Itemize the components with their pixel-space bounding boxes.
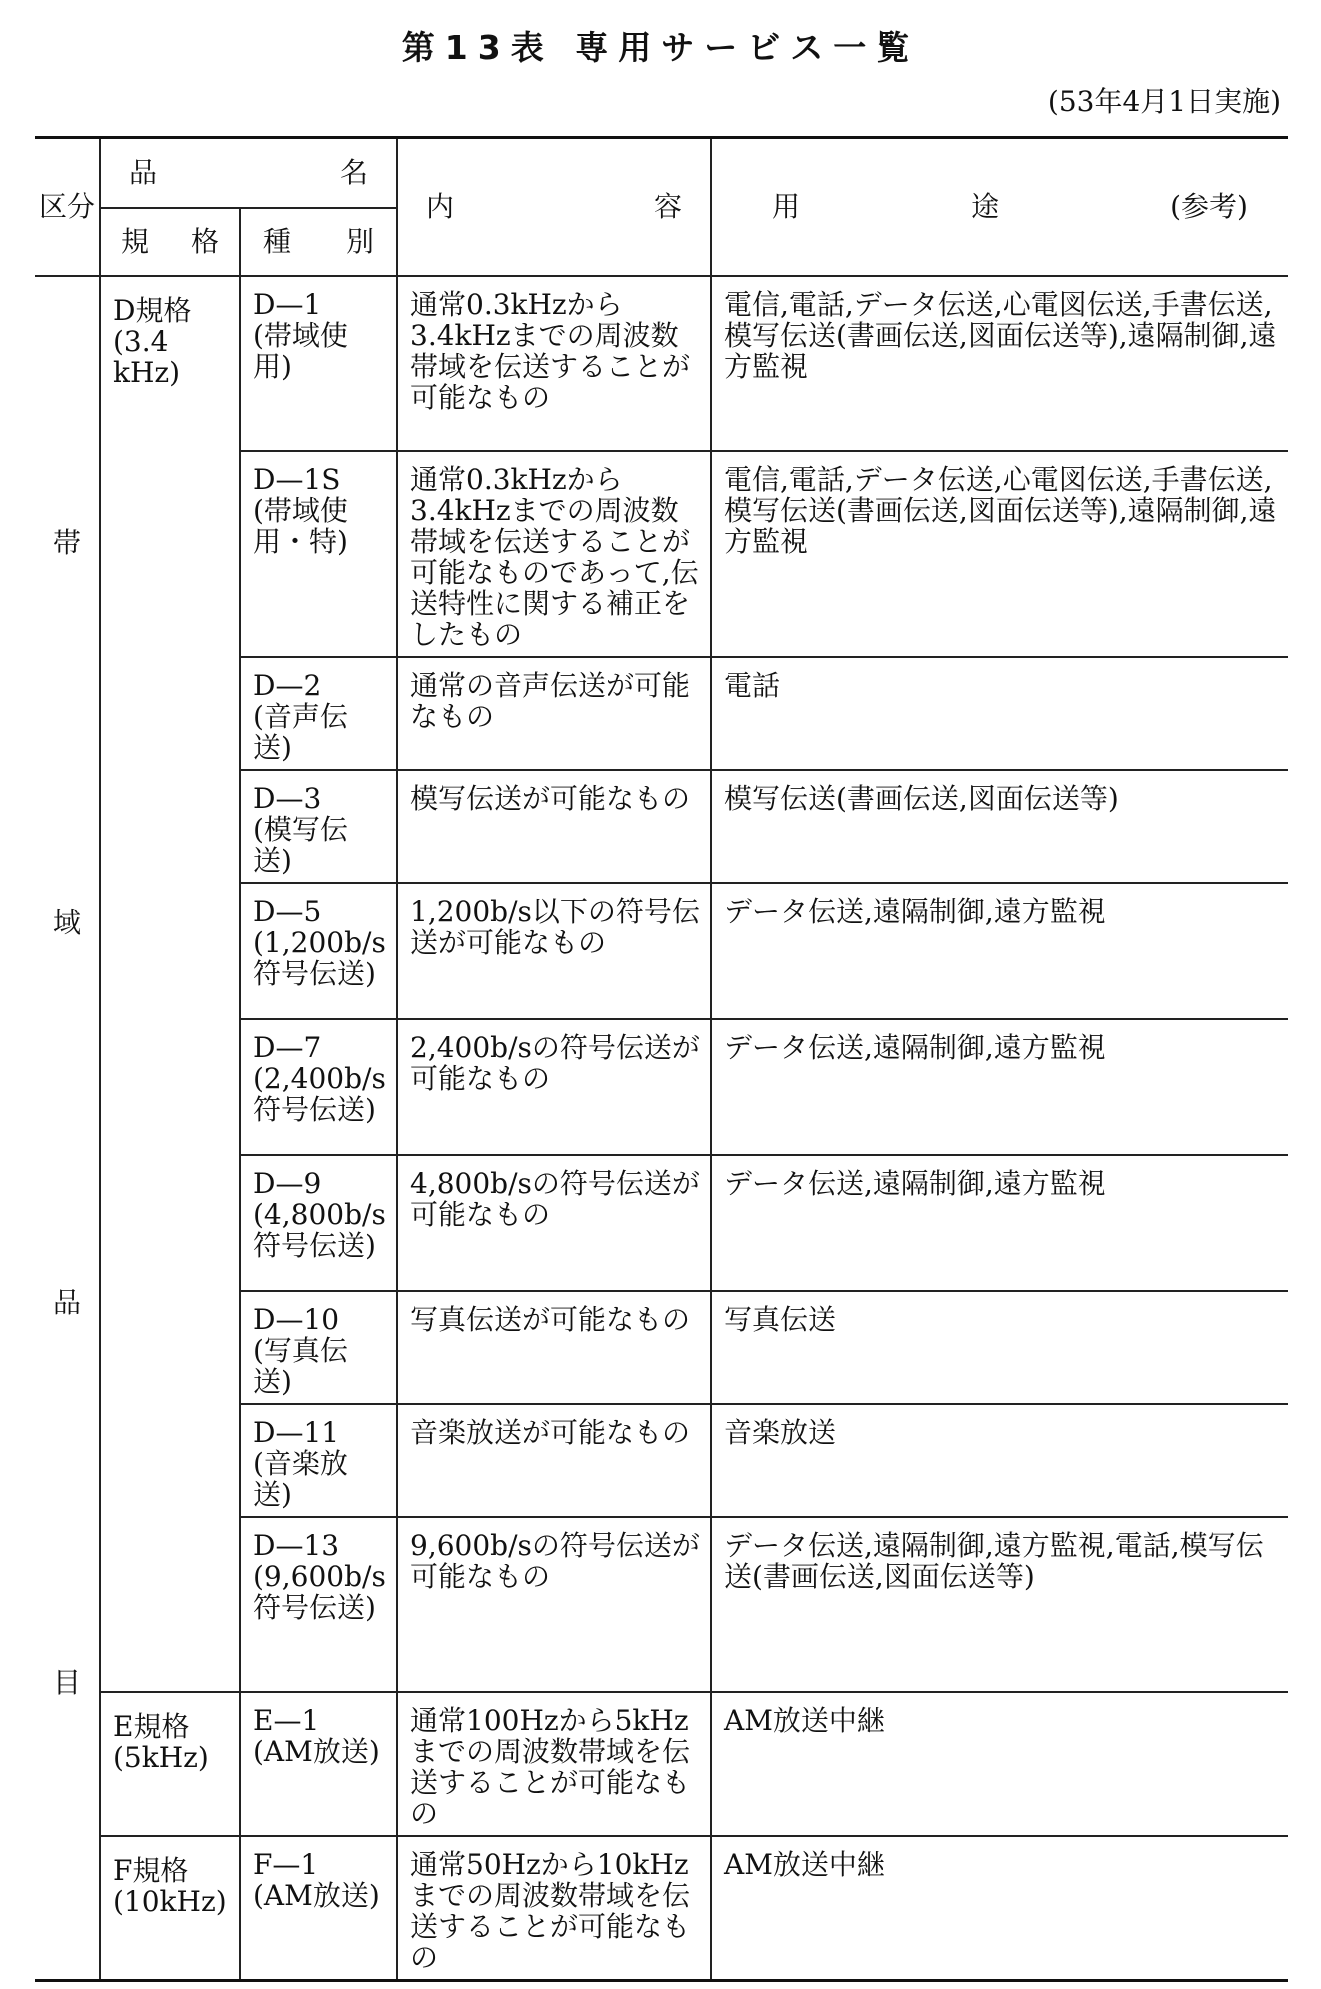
standard-name: F規格 [113, 1853, 189, 1887]
use-cell: データ伝送,遠隔制御,遠方監視 [711, 1019, 1288, 1155]
content-cell: 9,600b/sの符号伝送が可能なもの [397, 1517, 711, 1692]
header-kubun: 区分 [35, 138, 100, 276]
service-code-cell [240, 1404, 397, 1517]
kubun-char: 目 [52, 1665, 81, 1699]
use-cell: データ伝送,遠隔制御,遠方監視 [711, 1155, 1288, 1291]
service-code: E—1 [253, 1703, 320, 1737]
service-type: (帯域使用) [253, 318, 348, 383]
service-code: D—13 [253, 1528, 340, 1562]
standard-f [100, 1836, 240, 1981]
header-yoto: 用 途 (参考) [711, 138, 1288, 276]
service-type: (4,800b/s符号伝送) [253, 1197, 386, 1262]
content-cell: 通常50Hzから10kHzまでの周波数帯域を伝送することが可能なもの [397, 1836, 711, 1981]
header-kikaku: 規 格 [100, 208, 240, 276]
standard-spec: (3.4 kHz) [113, 324, 181, 389]
service-code-cell [240, 657, 397, 770]
content-cell: 通常100Hzから5kHzまでの周波数帯域を伝送することが可能なもの [397, 1692, 711, 1836]
service-code: D—9 [253, 1166, 322, 1200]
standard-spec: (10kHz) [113, 1884, 227, 1918]
use-cell: データ伝送,遠隔制御,遠方監視,電話,模写伝送(書画伝送,図面伝送等) [711, 1517, 1288, 1692]
service-code: D—3 [253, 781, 322, 815]
service-code: D—5 [253, 894, 322, 928]
use-cell: 電信,電話,データ伝送,心電図伝送,手書伝送,模写伝送(書画伝送,図面伝送等),遠隔制御,遠方監視 [711, 276, 1288, 451]
service-code-cell [240, 883, 397, 1019]
content-cell: 通常0.3kHzから3.4kHzまでの周波数帯域を伝送することが可能なものであって,伝送特性に関する補正をしたもの [397, 451, 711, 657]
table-row [35, 276, 1288, 451]
standard-spec: (5kHz) [113, 1740, 209, 1774]
table-row [35, 1836, 1288, 1981]
standard-d [100, 276, 240, 1692]
service-type: (音楽放送) [253, 1446, 348, 1511]
service-code: D—11 [253, 1415, 340, 1449]
header-naiyo: 内 容 [397, 138, 711, 276]
standard-name: D規格 [113, 293, 192, 327]
table-row [35, 1692, 1288, 1836]
service-type: (2,400b/s符号伝送) [253, 1061, 386, 1126]
service-type: (1,200b/s符号伝送) [253, 925, 386, 990]
use-cell: データ伝送,遠隔制御,遠方監視 [711, 883, 1288, 1019]
service-type: (9,600b/s符号伝送) [253, 1559, 386, 1624]
use-cell: AM放送中継 [711, 1692, 1288, 1836]
service-code: D—7 [253, 1030, 322, 1064]
content-cell: 音楽放送が可能なもの [397, 1404, 711, 1517]
service-code: D—1 [253, 287, 322, 321]
kubun-char: 域 [52, 905, 81, 939]
service-code-cell [240, 1836, 397, 1981]
content-cell: 通常の音声伝送が可能なもの [397, 657, 711, 770]
service-code-cell [240, 1517, 397, 1692]
service-type: (AM放送) [253, 1734, 380, 1768]
service-code: D—2 [253, 668, 322, 702]
service-table [35, 136, 1288, 1982]
service-code: D—1S [253, 462, 341, 496]
use-cell: 電信,電話,データ伝送,心電図伝送,手書伝送,模写伝送(書画伝送,図面伝送等),遠隔制御,遠方監視 [711, 451, 1288, 657]
service-type: (音声伝送) [253, 699, 348, 764]
content-cell: 写真伝送が可能なもの [397, 1291, 711, 1404]
header-shubetsu: 種 別 [240, 208, 397, 276]
kubun-char: 品 [52, 1285, 81, 1319]
service-code-cell [240, 451, 397, 657]
service-code-cell [240, 1155, 397, 1291]
use-cell: AM放送中継 [711, 1836, 1288, 1981]
service-code-cell [240, 1019, 397, 1155]
header-hinmei: 品 名 [100, 138, 397, 208]
service-type: (AM放送) [253, 1878, 380, 1912]
use-cell: 写真伝送 [711, 1291, 1288, 1404]
standard-e [100, 1692, 240, 1836]
service-code-cell [240, 1291, 397, 1404]
content-cell: 模写伝送が可能なもの [397, 770, 711, 883]
service-type: (写真伝送) [253, 1333, 348, 1398]
table-title: 第13表 専用サービス一覧 [401, 28, 920, 67]
service-code-cell [240, 770, 397, 883]
content-cell: 1,200b/s以下の符号伝送が可能なもの [397, 883, 711, 1019]
service-code: D—10 [253, 1302, 340, 1336]
service-code-cell [240, 276, 397, 451]
content-cell: 4,800b/sの符号伝送が可能なもの [397, 1155, 711, 1291]
service-code-cell [240, 1692, 397, 1836]
use-cell: 電話 [711, 657, 1288, 770]
service-code: F—1 [253, 1847, 319, 1881]
kubun-cell [35, 276, 100, 1981]
content-cell: 通常0.3kHzから3.4kHzまでの周波数帯域を伝送することが可能なもの [397, 276, 711, 451]
use-cell: 音楽放送 [711, 1404, 1288, 1517]
content-cell: 2,400b/sの符号伝送が可能なもの [397, 1019, 711, 1155]
use-cell: 模写伝送(書画伝送,図面伝送等) [711, 770, 1288, 883]
service-type: (模写伝送) [253, 812, 348, 877]
standard-name: E規格 [113, 1709, 190, 1743]
service-type: (帯域使用・特) [253, 493, 348, 558]
effective-date: (53年4月1日実施) [1047, 85, 1281, 118]
kubun-char: 帯 [52, 525, 81, 559]
